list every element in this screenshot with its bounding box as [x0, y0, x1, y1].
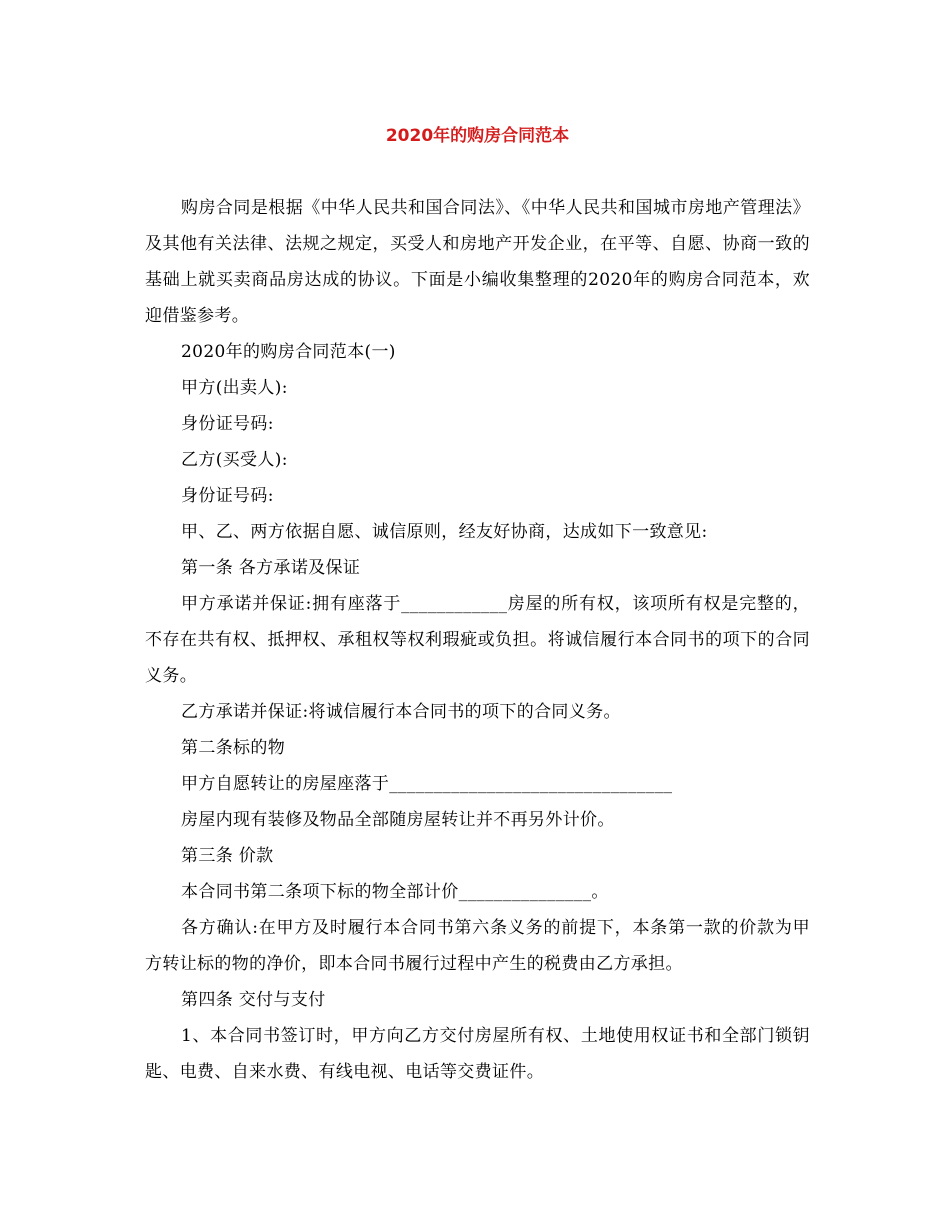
paragraph-article-4-item-1: 1、本合同书签订时，甲方向乙方交付房屋所有权、土地使用权证书和全部门锁钥匙、电费、自来水费、有线电视、电话等交费证件。 [145, 1026, 810, 1082]
paragraph-article-3-heading: 第三条 价款 [181, 846, 274, 866]
paragraph-contract-heading: 2020年的购房合同范本(一) [181, 342, 396, 362]
paragraph-party-a: 甲方(出卖人): [181, 378, 288, 398]
paragraph-party-b: 乙方(买受人): [181, 450, 288, 470]
paragraph-article-1-heading: 第一条 各方承诺及保证 [181, 558, 361, 578]
paragraph-article-2-heading: 第二条标的物 [181, 738, 286, 758]
paragraph-agreement: 甲、乙、两方依据自愿、诚信原则，经友好协商，达成如下一致意见: [181, 522, 708, 542]
paragraph-article-2-location: 甲方自愿转让的房屋座落于________________________________ [181, 774, 673, 794]
document-body [145, 190, 810, 1090]
paragraph-party-b-id: 身份证号码: [181, 486, 274, 506]
paragraph-article-3-price: 本合同书第二条项下标的物全部计价_______________。 [181, 882, 609, 902]
paragraph-party-a-id: 身份证号码: [181, 414, 274, 434]
paragraph-article-2-fixtures: 房屋内现有装修及物品全部随房屋转让并不再另外计价。 [181, 810, 615, 830]
paragraph-article-1-party-a: 甲方承诺并保证:拥有座落于____________房屋的所有权，该项所有权是完整的，不存在共有权、抵押权、承租权等权利瑕疵或负担。将诚信履行本合同书的项下的合同义务。 [145, 594, 810, 686]
paragraph-article-4-heading: 第四条 交付与支付 [181, 990, 326, 1010]
paragraph-intro: 购房合同是根据《中华人民共和国合同法》、《中华人民共和国城市房地产管理法》及其他有关法律、法规之规定，买受人和房地产开发企业，在平等、自愿、协商一致的基础上就买卖商品房达成的协议。下面是小编收集整理的2020年的购房合同范本，欢迎借鉴参考。 [145, 198, 810, 326]
document-title: 2020年的购房合同范本 [385, 126, 570, 146]
paragraph-article-1-party-b: 乙方承诺并保证:将诚信履行本合同书的项下的合同义务。 [181, 702, 621, 722]
paragraph-article-3-confirm: 各方确认:在甲方及时履行本合同书第六条义务的前提下，本条第一款的价款为甲方转让标的物的净价，即本合同书履行过程中产生的税费由乙方承担。 [145, 918, 810, 974]
